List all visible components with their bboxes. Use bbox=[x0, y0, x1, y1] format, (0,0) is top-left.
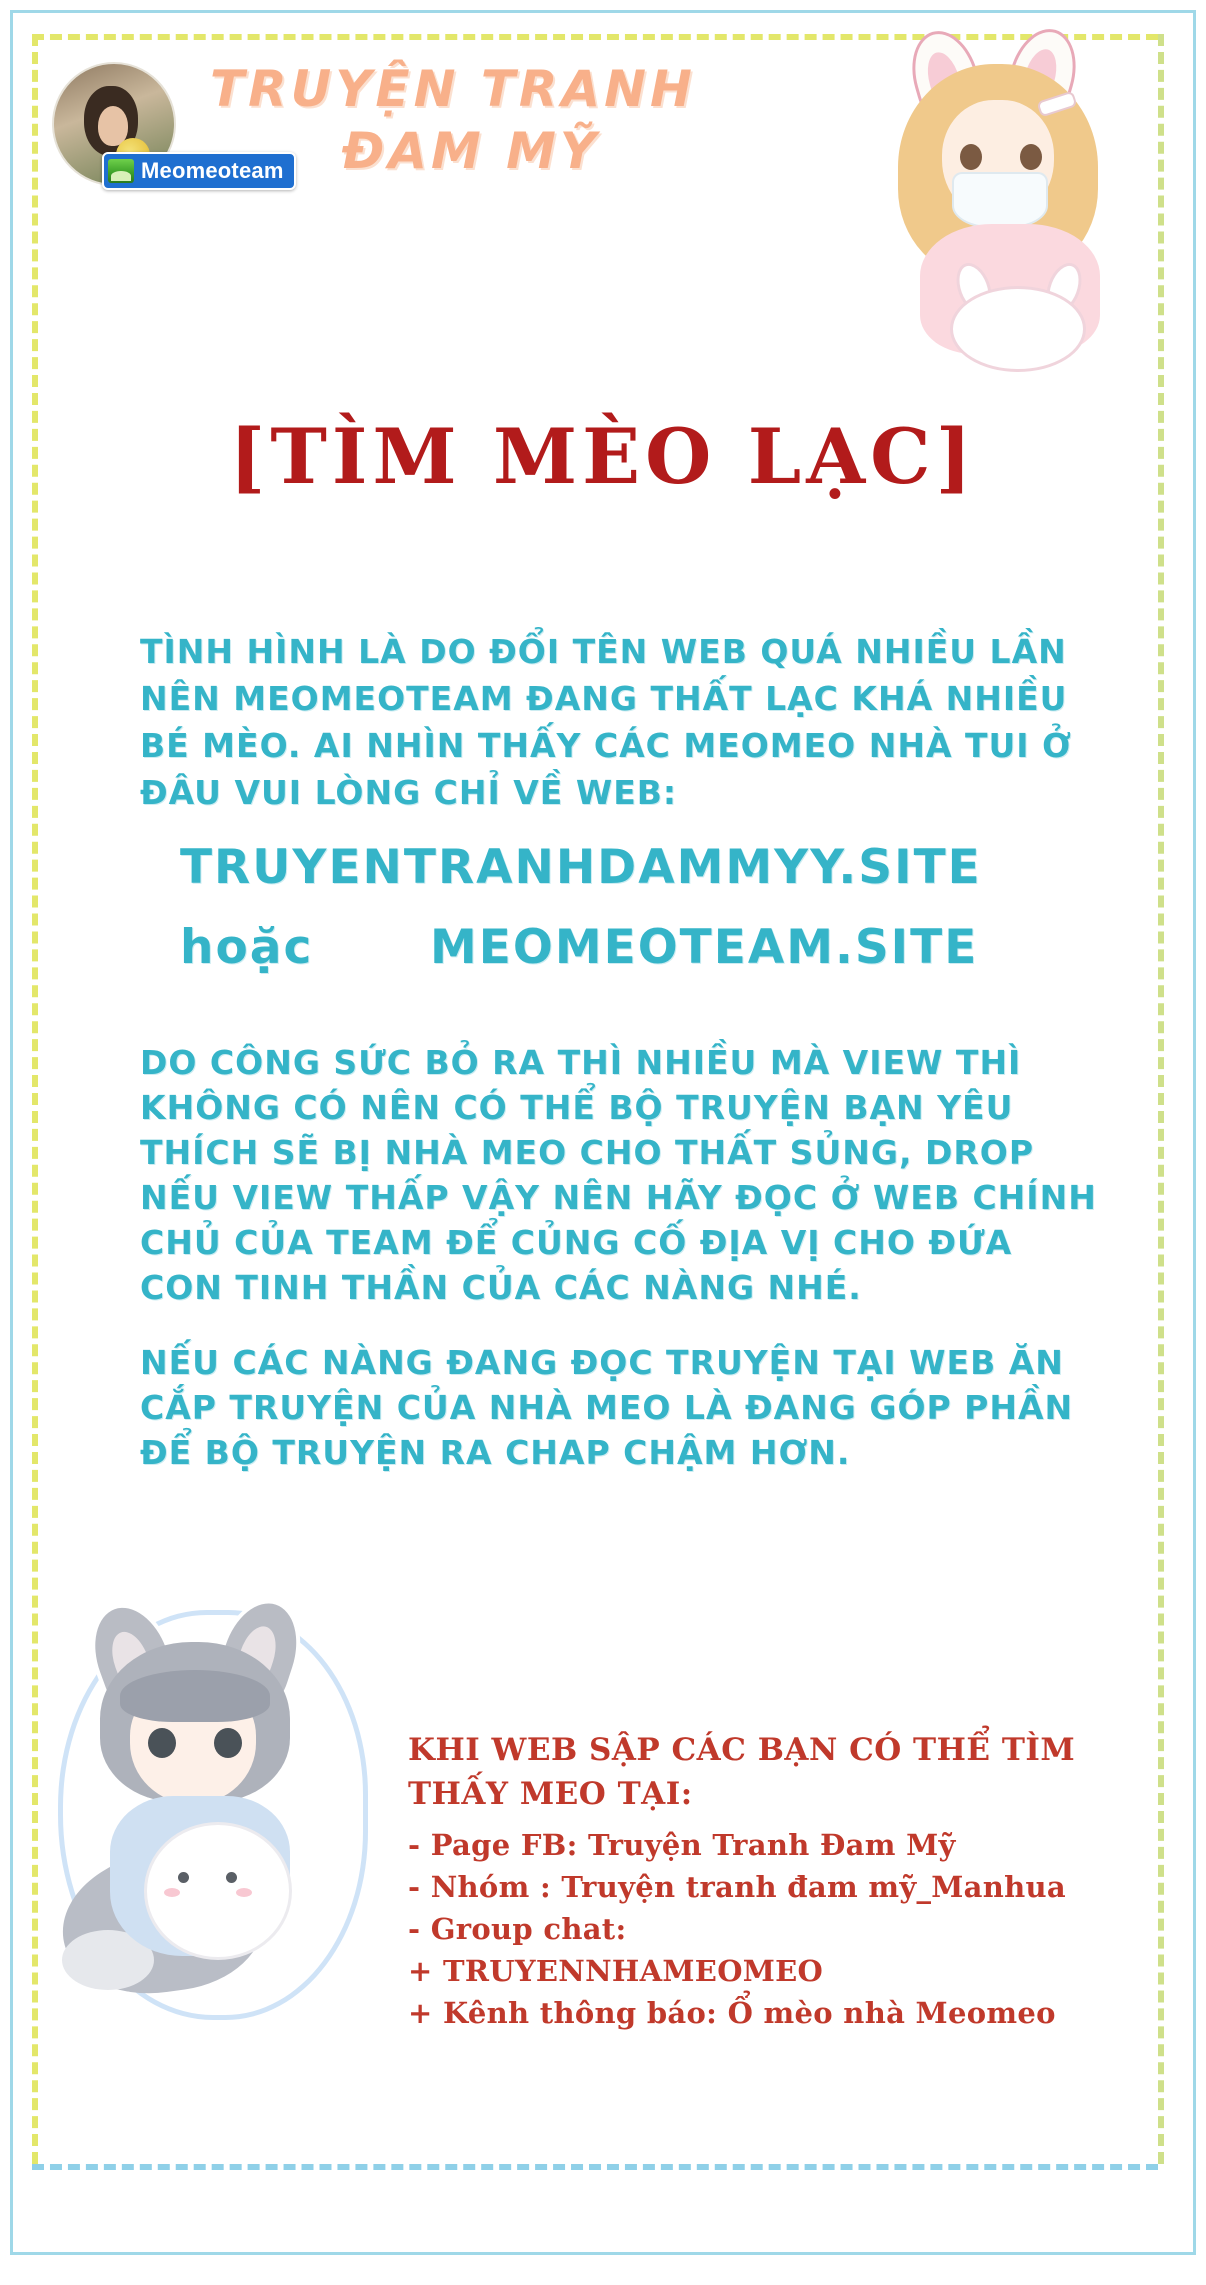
support-paragraph: DO CÔNG SỨC BỎ RA THÌ NHIỀU MÀ VIEW THÌ KHÔNG CÓ NÊN CÓ THỂ BỘ TRUYỆN BẠN YÊU THÍCH SẼ BỊ NHÀ MEO CHO THẤT SỦNG, DROP NẾU VIEW THẤP VẬY NÊN HÃY ĐỌC Ở WEB CHÍNH CHỦ CỦA TEAM ĐỂ CỦNG CỐ ĐỊA VỊ CHO ĐỨA CON TINH THẦN CỦA CÁC NÀNG NHÉ. bbox=[140, 1043, 1097, 1307]
page-title: [TÌM MÈO LẠC] bbox=[229, 412, 977, 501]
dashed-border-left bbox=[32, 34, 38, 2164]
boy-bangs bbox=[120, 1670, 270, 1722]
leaf-icon bbox=[108, 159, 134, 183]
intro-paragraph: TÌNH HÌNH LÀ DO ĐỔI TÊN WEB QUÁ NHIỀU LẦN NÊN MEOMEOTEAM ĐANG THẤT LẠC KHÁ NHIỀU BÉ MÈO. AI NHÌN THẤY CÁC MEOMEO NHÀ TUI Ở ĐÂU VUI LÒNG CHỈ VỀ WEB: bbox=[140, 632, 1072, 812]
team-badge-label: Meomeoteam bbox=[141, 158, 284, 183]
or-label: hoặc bbox=[180, 920, 314, 975]
plush-bunny-icon bbox=[950, 286, 1086, 372]
boy-eye-right bbox=[214, 1728, 242, 1758]
contact-item-group[interactable]: - Nhóm : Truyện tranh đam mỹ_Manhua bbox=[408, 1870, 1067, 1904]
contact-item-group-chat-name[interactable]: + TRUYENNHAMEOMEO bbox=[408, 1954, 824, 1988]
wolf-boy-sticker bbox=[48, 1570, 378, 2040]
contact-item-channel[interactable]: + Kênh thông báo: Ổ mèo nhà Meomeo bbox=[408, 1996, 1056, 2030]
contact-title: KHI WEB SẬP CÁC BẠN CÓ THỂ TÌM THẤY MEO TẠI: bbox=[408, 1732, 1076, 1812]
dashed-border-right bbox=[1158, 34, 1164, 2164]
contact-block bbox=[408, 1728, 1128, 2034]
girl-eye-right bbox=[1020, 144, 1042, 170]
brand-title-line2: ĐAM MỸ bbox=[342, 122, 601, 180]
plush-eye-left bbox=[178, 1872, 189, 1883]
website-alternate[interactable]: MEOMEOTEAM.SITE bbox=[430, 920, 979, 975]
contact-item-group-chat-label: - Group chat: bbox=[408, 1912, 627, 1946]
website-alternate-row bbox=[180, 918, 1080, 978]
contact-item-page-fb[interactable]: - Page FB: Truyện Tranh Đam Mỹ bbox=[408, 1828, 956, 1862]
boy-eye-left bbox=[148, 1728, 176, 1758]
website-primary[interactable]: TRUYENTRANHDAMMYY.SITE bbox=[180, 840, 982, 895]
brand-title bbox=[210, 58, 830, 182]
girl-sticker bbox=[880, 24, 1130, 404]
plush-eye-right bbox=[226, 1872, 237, 1883]
plush-cheek-left bbox=[164, 1888, 180, 1897]
dashed-border-bottom bbox=[32, 2164, 1158, 2170]
brand-title-line1: TRUYỆN TRANH bbox=[210, 60, 696, 118]
girl-eye-left bbox=[960, 144, 982, 170]
face-mask-icon bbox=[952, 172, 1048, 228]
plush-cheek-right bbox=[236, 1888, 252, 1897]
warning-paragraph: NẾU CÁC NÀNG ĐANG ĐỌC TRUYỆN TẠI WEB ĂN CẮP TRUYỆN CỦA NHÀ MEO LÀ ĐANG GÓP PHẦN ĐỂ BỘ TRUYỆN RA CHAP CHẬM HƠN. bbox=[140, 1343, 1074, 1472]
